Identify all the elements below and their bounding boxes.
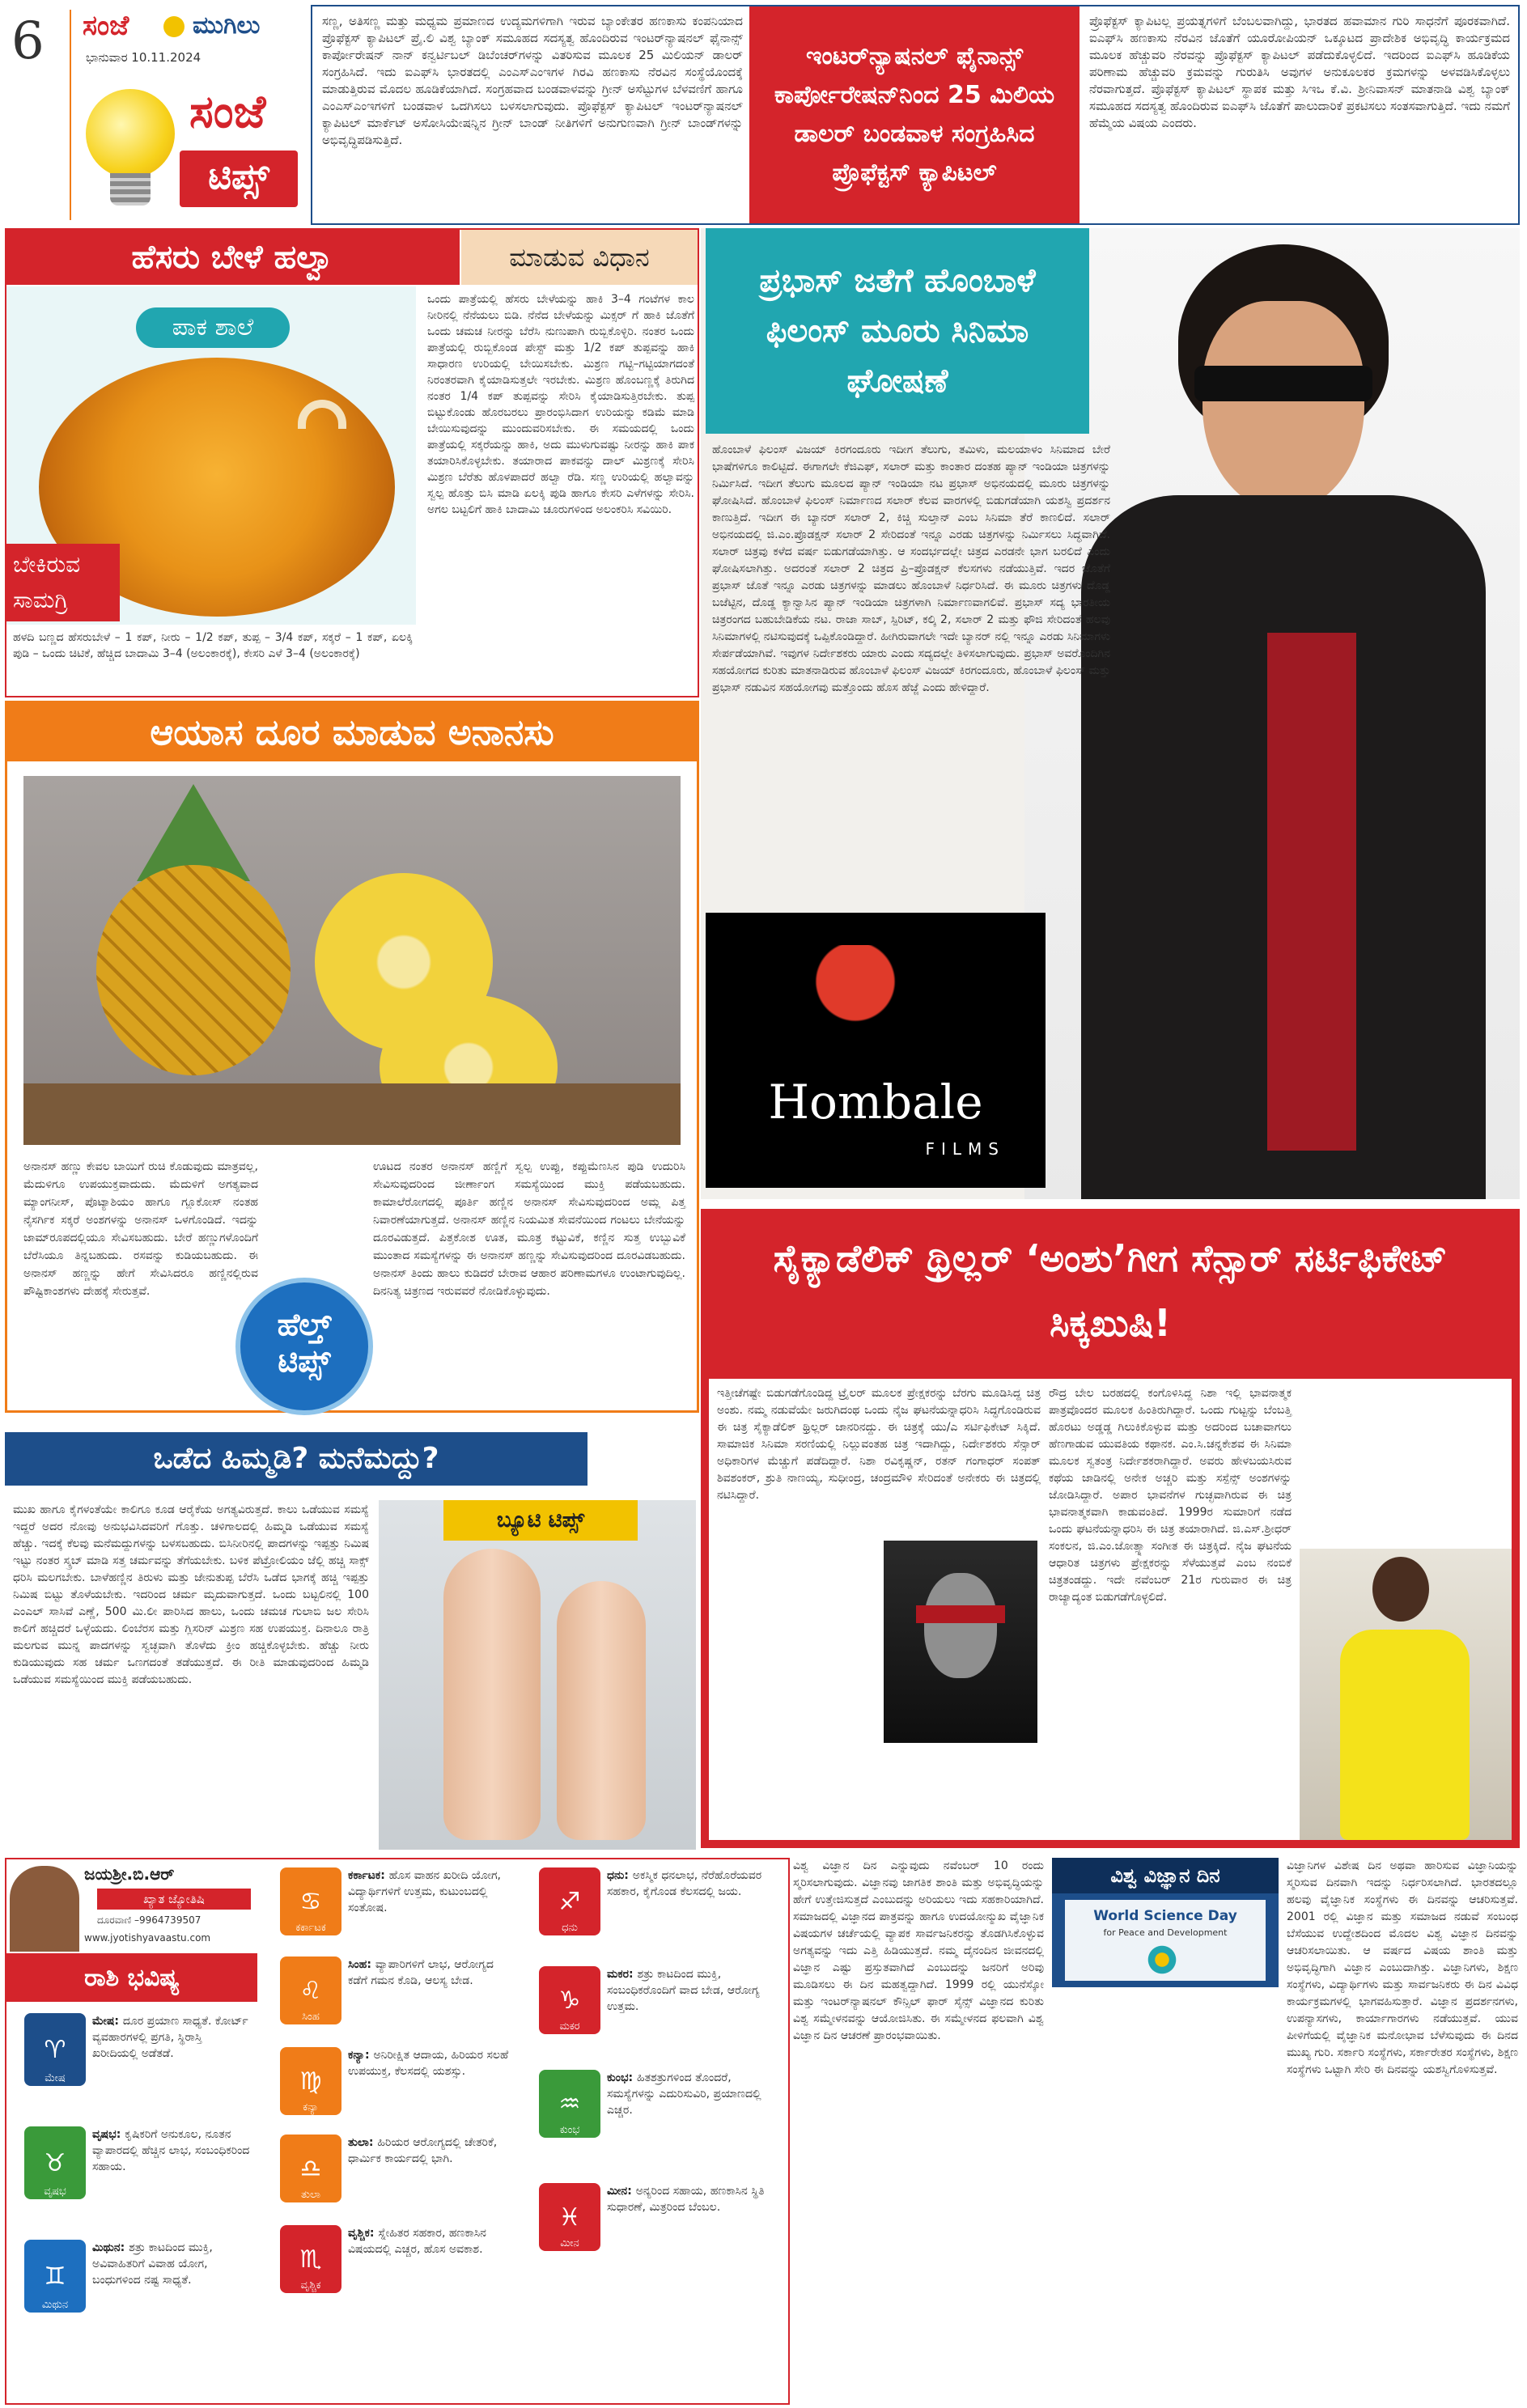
zodiac-prediction-label: ಮಕರ: [607, 1968, 638, 1981]
science-header [1052, 1858, 1279, 1987]
health-tips-badge [235, 1278, 373, 1415]
science-poster [1065, 1900, 1266, 1981]
astrologer-phone: ದೂರವಾಣಿ –9964739507 [97, 1914, 201, 1926]
paper-name-2: ಮುಗಿಲು [193, 11, 261, 40]
zodiac-prediction [348, 2225, 510, 2309]
zodiac-item-2 [11, 2126, 254, 2224]
zodiac-item-9 [532, 1867, 775, 1965]
poster-sub: for Peace and Development [1103, 1927, 1228, 1938]
zodiac-sign-name: ಕುಂಭ [559, 2124, 580, 2136]
section-label-paaka-shaale: ಪಾಕ ಶಾಲೆ [136, 307, 290, 348]
zodiac-item-4 [274, 1867, 513, 1953]
zodiac-sign-name: ವೃಷಭ [44, 2185, 66, 2198]
recipe-section [5, 228, 699, 697]
science-text-2: ವಿಜ್ಞಾನಿಗಳ ವಿಶೇಷ ದಿನ ಅಥವಾ ಹಾರಿಸುವ ವಿಜ್ಞಾನಿಯನ್ನು ಸ್ಮರಿಸುವ ದಿನವಾಗಿ ಇದನ್ನು ನಿರ್ಧರಿಸಲಾಗಿದೆ. ಭಾರತದಲ್ಲೂ ಹಲವು ವೈಜ್ಞಾನಿಕ ಸಂಸ್ಥೆಗಳು ಈ ದಿನವನ್ನು ಆಚರಿಸುತ್ತವೆ. 2001 ರಲ್ಲಿ ವಿಜ್ಞಾನ ಮತ್ತು ಸಮಾಜದ ನಡುವೆ ಸಂಬಂಧ ಬೆಸೆಯುವ ಉದ್ದೇಶದಿಂದ ಮೊದಲ ವಿಶ್ವ ವಿಜ್ಞಾನ ದಿನವನ್ನು ಆಚರಿಸಲಾಯಿತು. ಆ ವರ್ಷದ ವಿಷಯ ಶಾಂತಿ ಮತ್ತು ಅಭಿವೃದ್ಧಿಗಾಗಿ ವಿಜ್ಞಾನ ಎಂಬುದಾಗಿತ್ತು. ವಿಜ್ಞಾನಿಗಳು, ಶಿಕ್ಷಣ ಸಂಸ್ಥೆಗಳು, ವಿದ್ಯಾರ್ಥಿಗಳು ಮತ್ತು ಸಾರ್ವಜನಿಕರು ಈ ದಿನ ವಿವಿಧ ಕಾರ್ಯಕ್ರಮಗಳಲ್ಲಿ ಭಾಗವಹಿಸುತ್ತಾರೆ. ವಿಜ್ಞಾನ ಪ್ರದರ್ಶನಗಳು, ಉಪನ್ಯಾಸಗಳು, ಕಾರ್ಯಾಗಾರಗಳು ನಡೆಯುತ್ತವೆ. ಯುವ ಪೀಳಿಗೆಯಲ್ಲಿ ವೈಜ್ಞಾನಿಕ ಮನೋಭಾವ ಬೆಳೆಸುವುದು ಈ ದಿನದ ಮುಖ್ಯ ಗುರಿ. ಸರ್ಕಾರಿ ಸಂಸ್ಥೆಗಳು, ಸರ್ಕಾರೇತರ ಸಂಸ್ಥೆಗಳು, ಶಿಕ್ಷಣ ಸಂಸ್ಥೆಗಳು ಒಟ್ಟಾಗಿ ಸೇರಿ ಈ ದಿನವನ್ನು ಯಶಸ್ವಿಗೊಳಿಸುತ್ತವೆ. [1287, 1859, 1518, 2076]
pineapple-body [96, 865, 291, 1075]
zodiac-prediction-label: ವೃಷಭ: [92, 2128, 125, 2141]
pineapple-section [5, 701, 699, 1413]
hombale-wordmark: Hombale [768, 1075, 983, 1130]
molecule-icon [1146, 1944, 1178, 1976]
pineapple-text-left: ಅನಾನಸ್ ಹಣ್ಣು ಕೇವಲ ಬಾಯಿಗೆ ರುಚಿ ಕೊಡುವುದು ಮಾತ್ರವಲ್ಲ, ಮೆದುಳಿಗೂ ಉಪಯುಕ್ತವಾದುದು. ಮೆದುಳಿಗೆ ಅಗತ್ಯವಾದ ಮ್ಯಾಂಗನೀಸ್, ಪೊಟ್ಯಾಶಿಯಂ ಹಾಗೂ ಗ್ಲೂಕೋಸ್ ನಂತಹ ನೈಸರ್ಗಿಕ ಸಕ್ಕರೆ ಅಂಶಗಳನ್ನು ಅನಾನಸ್ ಒಳಗೊಂಡಿದೆ. ಇದನ್ನು ಜಾಮ್‌ರೂಪದಲ್ಲಿಯೂ ಸೇವಿಸಬಹುದು. ಬೇರೆ ಹಣ್ಣುಗಳೊಂದಿಗೆ ಬೆರೆಸಿಯೂ ತಿನ್ನಬಹುದು. ರಸವನ್ನು ಕುಡಿಯಬಹುದು. ಈ ಅನಾನಸ್ ಹಣ್ಣನ್ನು ಹೇಗೆ ಸೇವಿಸಿದರೂ ಹಣ್ಣಿನಲ್ಲಿರುವ ಪೌಷ್ಟಿಕಾಂಶಗಳು ದೇಹಕ್ಕೆ ಸೇರುತ್ತವೆ. [23, 1160, 258, 1298]
recipe-ingredients: ಹಳದಿ ಬಣ್ಣದ ಹೆಸರುಬೇಳೆ – 1 ಕಪ್, ನೀರು – 1/2 ಕಪ್, ತುಪ್ಪ – 3/4 ಕಪ್, ಸಕ್ಕರೆ – 1 ಕಪ್, ಏಲಕ್ಕಿ ಪುಡಿ – ಒಂದು ಚಿಟಿಕೆ, ಹೆಚ್ಚಿದ ಬಾದಾಮಿ 3–4 (ಅಲಂಕಾರಕ್ಕೆ), ಕೇಸರಿ ಎಳೆ 3–4 (ಅಲಂಕಾರಕ್ಕೆ) [13, 631, 413, 660]
pineapple-text-right: ಊಟದ ನಂತರ ಅನಾನಸ್ ಹಣ್ಣಿಗೆ ಸ್ವಲ್ಪ ಉಪ್ಪು, ಕಪ್ಪುಮೆಣಸಿನ ಪುಡಿ ಉದುರಿಸಿ ಸೇವಿಸುವುದರಿಂದ ಜೀರ್ಣಾಂಗ ಸಮಸ್ಯೆಯಿಂದ ಮುಕ್ತಿ ಪಡೆಯಬಹುದು. ಕಾಮಾಲೆರೋಗದಲ್ಲಿ ಪೂರ್ತಿ ಹಣ್ಣಿನ ಅನಾನಸ್ ಸೇವಿಸುವುದರಿಂದ ಅಮ್ಲ ಪಿತ್ತ ನಿವಾರಣೆಯಾಗುತ್ತದೆ. ಅನಾನಸ್ ಹಣ್ಣಿನ ನಿಯಮಿತ ಸೇವನೆಯಿಂದ ಗಂಟಲು ಬೇನೆಯನ್ನು ದೂರವಿಡುತ್ತದೆ. ಪಿತ್ತಕೋಶ ಊತ, ಮೂತ್ರ ಕಟ್ಟುವಿಕೆ, ಕಣ್ಣಿನ ಸುತ್ತ ಉಬ್ಬುವಿಕೆ ಮುಂತಾದ ಸಮಸ್ಯೆಗಳನ್ನು ಈ ಅನಾನಸ್ ಹಣ್ಣನ್ನು ಸೇವಿಸುವುದರಿಂದ ದೂರವಿಡಬಹುದು. ಅನಾನಸ್ ತಿಂದು ಹಾಲು ಕುಡಿದರೆ ಬೇರಾವ ಆಹಾರ ಪರಿಣಾಮಗಳೂ ಉಂಟಾಗುವುದಿಲ್ಲ. ದಿನನಿತ್ಯ ಚಿತ್ರಣದ ಇರುವವರೆ ನೋಡಿಕೊಳ್ಳುವುದು. [373, 1160, 685, 1298]
zodiac-prediction-label: ತುಲಾ: [348, 2136, 378, 2149]
page-number: 6 [11, 11, 45, 71]
halwa-photo [6, 286, 416, 625]
zodiac-grid [6, 1859, 791, 2406]
zodiac-prediction [607, 1867, 772, 1963]
science-section [793, 1858, 1520, 2405]
wooden-board [23, 1083, 681, 1145]
recipe-method-label: ಮಾಡುವ ವಿಧಾನ [461, 230, 698, 285]
issue-date: ಭಾನುವಾರ 10.11.2024 [86, 50, 201, 65]
zodiac-item-11 [532, 2070, 775, 2167]
anshu-body [709, 1379, 1512, 1840]
lead-text-left: ಸಣ್ಣ, ಅತಿಸಣ್ಣ ಮತ್ತು ಮಧ್ಯಮ ಪ್ರಮಾಣದ ಉದ್ಯಮಗಳಿಗಾಗಿ ಇರುವ ಬ್ಯಾಂಕೇತರ ಹಣಕಾಸು ಕಂಪನಿಯಾದ ಪ್ರೊಫೆಕ್ಟಸ್ ಕ್ಯಾಪಿಟಲ್ ಪ್ರೈ.ಲಿ ವಿಶ್ವ ಬ್ಯಾಂಕ್ ಸಮೂಹದ ಸದಸ್ಯತ್ವ ಹೊಂದಿರುವ ಇಂಟರ್‌ನ್ಯಾಷನಲ್ ಫೈನಾನ್ಸ್ ಕಾರ್ಪೋರೇಷನ್ ನಾನ್ ಕನ್ವರ್ಟಿಬಲ್ ಡಿಬೆಂಚರ್‌ಗಳನ್ನು ವಿತರಿಸುವ ಮೂಲಕ 25 ಮಿಲಿಯನ್ ಡಾಲರ್ ಸಂಗ್ರಹಿಸಿದೆ. ಇದು ಐಎಫ್‌ಸಿ ಭಾರತದಲ್ಲಿ ಎಂಎಸ್‌ಎಂಇಗಳ ಗಿರವಿ ಹಣಕಾಸು ನೆರವಿನ ಸಂಸ್ಥೆಯೊಂದಕ್ಕೆ ಮಾಡುತ್ತಿರುವ ಮೊದಲ ಹೂಡಿಕೆಯಾಗಿದೆ. ಸಂಗ್ರಹವಾದ ಬಂಡವಾಳವನ್ನು ಗ್ರೀನ್ ಅಸೆಟ್ಟುಗಳ ಬೆಳವಣಿಗೆ ಹಾಗೂ ಎಂಎಸ್‌ಎಂಇಗಳಿಗೆ ಬಂಡವಾಳ ಒದಗಿಸಲು ಬಳಸಲಾಗುವುದು. ಪ್ರೊಫೆಕ್ಟಸ್ ಕ್ಯಾಪಿಟಲ್ ಇಂಟರ್‌ನ್ಯಾಷನಲ್ ಕ್ಯಾಪಿಟಲ್ ಮಾರ್ಕೆಟ್ ಅಸೋಸಿಯೇಷನ್ನಿನ ಗ್ರೀನ್ ಬಾಂಡ್ ನೀತಿಗಳಿಗೆ ಅನುಗುಣವಾಗಿ ಗ್ರೀನ್ ಬಾಂಡ್‌ಗಳನ್ನು ಅಭಿವೃದ್ಧಿಪಡಿಸುತ್ತಿದೆ. [322, 14, 743, 147]
zodiac-item-1 [11, 2013, 254, 2110]
zodiac-item-12 [532, 2183, 775, 2280]
beauty-section [5, 1432, 699, 1853]
beauty-text: ಮುಖ ಹಾಗೂ ಕೈಗಳಂತೆಯೇ ಕಾಲಿಗೂ ಕೂಡ ಆರೈಕೆಯ ಅಗತ್ಯವಿರುತ್ತದೆ. ಕಾಲು ಒಡೆಯುವ ಸಮಸ್ಯೆ ಇದ್ದರೆ ಅದರ ನೋವು ಅನುಭವಿಸಿದವರಿಗೆ ಗೊತ್ತು. ಚಳಿಗಾಲದಲ್ಲಿ ಹಿಮ್ಮಡಿ ಒಡೆಯುವ ಸಮಸ್ಯೆ ಹೆಚ್ಚು. ಇದಕ್ಕೆ ಕೆಲವು ಮನೆಮದ್ದುಗಳನ್ನು ಬಳಸಬಹುದು. ಬಿಸಿನೀರಿನಲ್ಲಿ ಪಾದಗಳನ್ನು ಇಪ್ಪತ್ತು ನಿಮಿಷ ಇಟ್ಟು ನಂತರ ಸ್ಕ್ರಬ್ ಮಾಡಿ ಸತ್ತ ಚರ್ಮವನ್ನು ತೆಗೆಯಬೇಕು. ಬಳಿಕ ಪೆಟ್ರೋಲಿಯಂ ಜೆಲ್ಲಿ ಹಚ್ಚಿ ಸಾಕ್ಸ್ ಧರಿಸಿ ಮಲಗಬೇಕು. ಬಾಳೆಹಣ್ಣಿನ ತಿರುಳು ಮತ್ತು ಜೇನುತುಪ್ಪ ಬೆರೆಸಿ ಒಡೆದ ಭಾಗಕ್ಕೆ ಹಚ್ಚಿ ಇಪ್ಪತ್ತು ನಿಮಿಷ ಬಿಟ್ಟು ತೊಳೆಯಬೇಕು. ಇದರಿಂದ ಚರ್ಮ ಮೃದುವಾಗುತ್ತದೆ. ಒಂದು ಬಟ್ಟಲಿನಲ್ಲಿ 100 ಎಂಎಲ್ ಸಾಸಿವೆ ಎಣ್ಣೆ, 500 ಮಿ.ಲೀ ಪಾರಿಸಿದ ಹಾಲು, ಒಂದು ಚಮಚ ಗುಲಾಬಿ ಜಲ ಸೇರಿಸಿ ಕಾಲಿಗೆ ಹಚ್ಚಿದರೆ ಒಳ್ಳೆಯದು. ಲಿಂಬೆರಸ ಮತ್ತು ಗ್ಲಿಸರಿನ್ ಮಿಶ್ರಣ ಸಹ ಉಪಯುಕ್ತ. ದಿನಾಲೂ ರಾತ್ರಿ ಮಲಗುವ ಮುನ್ನ ಪಾದಗಳನ್ನು ಸ್ವಚ್ಛವಾಗಿ ತೊಳೆದು ಕ್ರೀಂ ಹಚ್ಚಿಕೊಳ್ಳಬೇಕು. ಹೆಚ್ಚು ನೀರು ಕುಡಿಯುವುದು ಸಹ ಚರ್ಮ ಒಣಗದಂತೆ ತಡೆಯುತ್ತದೆ. ಈ ರೀತಿ ಮಾಡುವುದರಿಂದ ಹಿಮ್ಮಡಿ ಒಡೆಯುವ ಸಮಸ್ಯೆಯಿಂದ ಮುಕ್ತಿ ಪಡೆಯಬಹುದು. [13, 1503, 369, 1686]
zodiac-sign-icon: ♋ ಕರ್ಕಾಟಕ [280, 1867, 341, 1935]
zodiac-sign-name: ಮಕರ [559, 2020, 580, 2033]
zodiac-sign-icon: ♎ ತುಲಾ [280, 2135, 341, 2202]
zodiac-sign-icon: ♌ ಸಿಂಹ [280, 1956, 341, 2024]
hombale-logo [706, 913, 1046, 1188]
anshu-text-2: ರೌದ್ರ ಬೇಲ ಬರಹದಲ್ಲಿ ಕಂಗೊಳಿಸಿದ್ದ ನಿಶಾ ಇಲ್ಲಿ ಭಾವನಾತ್ಮಕ ಪಾತ್ರವೊಂದರ ಮೂಲಕ ಹಿಂತಿರುಗಿದ್ದಾರೆ. ಒಂದು ಗುಟ್ಟನ್ನು ಬೆಂಬತ್ತಿ ಹೊರಟು ಅಡ್ಡಡ್ಡ ಗಿಲುಕಿಕೊಳ್ಳುವ ಮತ್ತು ಅದರಿಂದ ಬಚಾವಾಗಲು ಹೆಣಗಾಡುವ ಯುವತಿಯ ಕಥಾನಕ. ಎಂ.ಸಿ.ಚನ್ನಕೇಶವ ಈ ಸಿನಿಮಾ ಮೂಲಕ ಸ್ವತಂತ್ರ ನಿರ್ದೇಶಕರಾಗಿದ್ದಾರೆ. ಅವರು ಹೇಳಬಯಸಿರುವ ಕಥೆಯ ಜಾಡಿನಲ್ಲಿ ಅನೇಕ ಅಚ್ಚರಿ ಮತ್ತು ಸಸ್ಪೆನ್ಸ್ ಅಂಶಗಳನ್ನು ಜೋಡಿಸಿದ್ದಾರೆ. ಅಪಾರ ಭಾವನೆಗಳ ಗುಚ್ಛವಾಗಿರುವ ಈ ಚಿತ್ರ ಭಾವನಾತ್ಮಕವಾಗಿ ಕಾಡುವಂತಿದೆ. 1999ರ ಸುಮಾರಿಗೆ ನಡೆದ ಒಂದು ಘಟನೆಯನ್ನಾಧರಿಸಿ ಈ ಚಿತ್ರ ತಯಾರಾಗಿದೆ. ಜಿ.ಎಸ್.ಶ್ರೀಧರ್ ಸಂಕಲನ, ಜಿ.ಎಂ.ಜೋತ್ಸ್ನಾ ಸಂಗೀತ ಈ ಚಿತ್ರಕ್ಕಿದೆ. ನೈಜ ಘಟನೆಯ ಆಧಾರಿತ ಚಿತ್ರಗಳು ಪ್ರೇಕ್ಷಕರನ್ನು ಸೆಳೆಯುತ್ತವೆ ಎಂಬ ನಂಬಿಕೆ ಚಿತ್ರತಂಡದ್ದು. ಇದೇ ನವೆಂಬರ್ 21ರ ಗುರುವಾರ ಈ ಚಿತ್ರ ರಾಜ್ಯಾದ್ಯಂತ ಬಿಡುಗಡೆಗೊಳ್ಳಲಿದೆ. [1049, 1387, 1292, 1604]
poster-title: World Science Day [1093, 1908, 1237, 1924]
pineapple-title: ಆಯಾಸ ದೂರ ಮಾಡುವ ಅನಾನಸು [7, 703, 697, 761]
astrologer-title: ಖ್ಯಾತ ಜ್ಯೋತಿಷಿ [97, 1889, 251, 1910]
actress-photo [1300, 1549, 1512, 1840]
zodiac-prediction-label: ಕುಂಭ: [607, 2071, 637, 2084]
anshu-text-1: ಇತ್ತೀಚೆಗಷ್ಟೇ ಬಿಡುಗಡೆಗೊಂಡಿದ್ದ ಟ್ರೈಲರ್ ಮೂಲಕ ಪ್ರೇಕ್ಷಕರನ್ನು ಬೆರಗು ಮೂಡಿಸಿದ್ದ ಚಿತ್ರ ಅಂಶು. ನಮ್ಮ ನಡುವೆಯೇ ಜರುಗಿದಂಥ ಒಂದು ನೈಜ ಘಟನೆಯನ್ನಾಧರಿಸಿ ಸಿದ್ಧಗೊಂಡಿರುವ ಈ ಚಿತ್ರ ಸೈಕ್ಯಾಡೆಲಿಕ್ ಥ್ರಿಲ್ಲರ್ ಜಾನರಿನದ್ದು. ಈ ಚಿತ್ರಕ್ಕೆ ಯು/ಎ ಸರ್ಟಿಫಿಕೇಟ್ ಸಿಕ್ಕಿದೆ. ಸಾಮಾಜಿಕ ಸಿನಿಮಾ ಸರಣಿಯಲ್ಲಿ ನಿಲ್ಲುವಂತಹ ಚಿತ್ರ ಇದಾಗಿದ್ದು, ನಿರ್ದೇಶಕರು ಸೆನ್ಸಾರ್ ಅಧಿಕಾರಿಗಳ ಮೆಚ್ಚುಗೆ ಪಡೆದಿದ್ದಾರೆ. ನಿಶಾ ರವಿಕೃಷ್ಣನ್, ರತನ್ ಗಂಗಾಧರ್ ಸಂಪತ್ ಶಿವಶಂಕರ್, ಶ್ರುತಿ ನಾಣಯ್ಯ, ಸುಧೀಂದ್ರ, ಚಂದ್ರಮೌಳಿ ಸೇರಿದಂತೆ ಅನೇಕರು ಈ ಚಿತ್ರದಲ್ಲಿ ನಟಿಸಿದ್ದಾರೆ. [717, 1387, 1041, 1502]
ingredients-label: ಬೇಕಿರುವ ಸಾಮಗ್ರಿ [6, 544, 120, 621]
leg-image-2 [557, 1581, 646, 1840]
tips-word-1: ಸಂಜೆ [189, 86, 266, 138]
science-title: ವಿಶ್ವ ವಿಜ್ಞಾನ ದಿನ [1052, 1858, 1279, 1893]
zodiac-item-7 [274, 2135, 513, 2220]
zodiac-prediction-label: ಧನು: [607, 1869, 633, 1882]
lightbulb-icon [86, 89, 175, 210]
zodiac-prediction [348, 2135, 510, 2219]
zodiac-prediction-text: ಹಿತಶತ್ರುಗಳಿಂದ ತೊಂದರೆ, ಸಮಸ್ಯೆಗಳನ್ನು ಎದುರಿಸುವಿರಿ, ಪ್ರಯಾಣದಲ್ಲಿ ಎಚ್ಚರ. [607, 2071, 761, 2117]
zodiac-prediction-text: ವ್ಯಾಪಾರಿಗಳಿಗೆ ಲಾಭ, ಆರೋಗ್ಯದ ಕಡೆಗೆ ಗಮನ ಕೊಡಿ, ಆಲಸ್ಯ ಬೇಡ. [348, 1958, 494, 1987]
zodiac-item-5 [274, 1956, 513, 2042]
astrologer-website[interactable]: www.jyotishyavaastu.com [84, 1932, 211, 1944]
zodiac-item-8 [274, 2225, 513, 2311]
zodiac-sign-icon: ♉ ವೃಷಭ [24, 2126, 86, 2199]
science-text-1b [1052, 1997, 1279, 2402]
zodiac-sign-name: ಮೇಷ [45, 2072, 66, 2084]
zodiac-item-3 [11, 2240, 254, 2337]
anshu-section [701, 1209, 1520, 1848]
blindfold-photo [884, 1541, 1037, 1743]
zodiac-prediction-text: ಅನ್ಯರಿಂದ ಸಹಾಯ, ಹಣಕಾಸಿನ ಸ್ಥಿತಿ ಸುಧಾರಣೆ, ಮಿತ್ರರಿಂದ ಬೆಂಬಲ. [607, 2185, 765, 2214]
masthead [5, 5, 306, 225]
zodiac-prediction [348, 2047, 510, 2131]
sun-icon [163, 16, 185, 37]
zodiac-prediction-text: ಕೃಷಿಕರಿಗೆ ಅನುಕೂಲ, ನೂತನ ವ್ಯಾಪಾರದಲ್ಲಿ ಹೆಚ್ಚಿನ ಲಾಭ, ಸಂಬಂಧಿಕರಿಂದ ಸಹಾಯ. [92, 2128, 250, 2173]
scarf [1267, 633, 1356, 1151]
zodiac-item-10 [532, 1966, 775, 2063]
recipe-method: ಒಂದು ಪಾತ್ರೆಯಲ್ಲಿ ಹೆಸರು ಬೇಳೆಯನ್ನು ಹಾಕಿ 3–4 ಗಂಟೆಗಳ ಕಾಲ ನೀರಿನಲ್ಲಿ ನೆನೆಯಲು ಬಿಡಿ. ನೆನೆದ ಬೇಳೆಯನ್ನು ಮಿಕ್ಸರ್ ಗೆ ಹಾಕಿ ಜೊತೆಗೆ ಒಂದು ಚಮಚ ನೀರನ್ನು ಬೆರೆಸಿ ನುಣುಪಾಗಿ ರುಬ್ಬಿಕೊಳ್ಳಿರಿ. ನಂತರ ಒಂದು ಪಾತ್ರೆಯಲ್ಲಿ ರುಬ್ಬಿಕೊಂಡ ಪೇಸ್ಟ್ ಮತ್ತು 1/2 ಕಪ್ ತುಪ್ಪವನ್ನು ಹಾಕಿ ಸಾಧಾರಣ ಉರಿಯಲ್ಲಿ ಬೇಯಿಸಬೇಕು. ಮಿಶ್ರಣ ಗಟ್ಟಿ–ಗಟ್ಟಿಯಾಗದಂತೆ ನಿರಂತರವಾಗಿ ಕೈಯಾಡಿಸುತ್ತಲೇ ಇರಬೇಕು. ಮಿಶ್ರಣ ಹೊಂಬಣ್ಣಕ್ಕೆ ತಿರುಗಿದ ನಂತರ 1/4 ಕಪ್ ತುಪ್ಪವನ್ನು ಸೇರಿಸಿ ಕೈಯಾಡಿಸುತ್ತಿರಬೇಕು. ತುಪ್ಪ ಬಿಟ್ಟುಕೊಂಡು ಹೊರಬರಲು ಪ್ರಾರಂಭಿಸಿದಾಗ ಉರಿಯನ್ನು ಕಡಿಮೆ ಮಾಡಿ ಬೇಯಿಸುವುದನ್ನು ಮುಂದುವರಿಸಬೇಕು. ಈ ಸಮಯದಲ್ಲಿ ಒಂದು ಪಾತ್ರೆಯಲ್ಲಿ ಸಕ್ಕರೆಯನ್ನು ಹಾಕಿ, ಅದು ಮುಳುಗುವಷ್ಟು ನೀರನ್ನು ಹಾಕಿ ಪಾಕ ತಯಾರಿಸಿಕೊಳ್ಳಬೇಕು. ತಯಾರಾದ ಪಾಕವನ್ನು ದಾಲ್ ಮಿಶ್ರಣಕ್ಕೆ ಸೇರಿಸಿ ಮಿಶ್ರಣ ಬೆರೆತು ಹೊಳಪಾದರೆ ಹಲ್ವಾ ರೆಡಿ. ಸಣ್ಣ ಉರಿಯಲ್ಲಿ ಹಲ್ವಾವನ್ನು ಸ್ವಲ್ಪ ಹೊತ್ತು ಬಿಸಿ ಮಾಡಿ ಏಲಕ್ಕಿ ಪುಡಿ ಹಾಗೂ ಕೇಸರಿ ಎಳೆಗಳನ್ನು ಸೇರಿಸಿ. ಅಗಲ ಬಟ್ಟಲಿಗೆ ಹಾಕಿ ಬಾದಾಮಿ ಚೂರುಗಳಿಂದ ಅಲಂಕರಿಸಿ ಸವಿಯಿರಿ. [427, 293, 694, 516]
horoscope-title: ರಾಶಿ ಭವಿಷ್ಯ [6, 1953, 257, 2002]
zodiac-prediction-text: ಶತ್ರು ಕಾಟದಿಂದ ಮುಕ್ತಿ, ಅವಿವಾಹಿತರಿಗೆ ವಿವಾಹ ಯೋಗ, ಬಂಧುಗಳಿಂದ ನಷ್ಟ ಸಾಧ್ಯತೆ. [92, 2241, 213, 2287]
lead-story [311, 5, 1520, 225]
horoscope-section [5, 1858, 790, 2405]
zodiac-sign-name: ತುಲಾ [300, 2189, 321, 2201]
zodiac-sign-icon: ♐ ಧನು [539, 1867, 600, 1935]
zodiac-prediction-label: ಮೀನ: [607, 2185, 636, 2198]
masthead-divider [70, 10, 71, 220]
actress-head [1372, 1557, 1429, 1622]
zodiac-prediction-label: ಮಿಥುನ: [92, 2241, 129, 2254]
zodiac-prediction [92, 2240, 251, 2335]
prabhas-section [701, 228, 1520, 1199]
anshu-headline: ಸೈಕ್ಯಾಡೆಲಿಕ್ ಥ್ರಿಲ್ಲರ್ ‘ಅಂಶು’ಗೀಗ ಸೆನ್ಸಾರ್ ಸರ್ಟಿಫಿಕೇಟ್ ಸಿಕ್ಕಖುಷಿ! [773, 1236, 1448, 1345]
paper-name-1: ಸಂಜೆ [83, 10, 129, 42]
health-tips-badge-2: ಟಿಪ್ಸ್ [278, 1343, 331, 1379]
hombale-wordmark-sub: FILMS [925, 1139, 1005, 1159]
pineapple-photo [23, 776, 681, 1145]
face [1203, 301, 1364, 511]
zodiac-prediction-label: ವೃಶ್ಚಿಕ: [348, 2227, 379, 2240]
zodiac-sign-name: ಮೀನ [560, 2237, 579, 2249]
zodiac-sign-icon: ♏ ವೃಶ್ಚಿಕ [280, 2225, 341, 2293]
zodiac-prediction [92, 2126, 251, 2222]
sunglasses-icon [1194, 366, 1372, 401]
recipe-title: ಹೆಸರು ಬೇಳೆ ಹಲ್ವಾ [6, 230, 460, 285]
blindfold [916, 1605, 1005, 1623]
zodiac-prediction-label: ಸಿಂಹ: [348, 1958, 375, 1971]
zodiac-prediction-label: ಕರ್ಕಾಟಕ: [348, 1869, 389, 1882]
zodiac-prediction [92, 2013, 251, 2109]
zodiac-prediction-label: ಕನ್ಯಾ: [348, 2049, 374, 2062]
yellow-dress [1340, 1630, 1470, 1840]
zodiac-prediction-text: ದೂರ ಪ್ರಯಾಣ ಸಾಧ್ಯತೆ. ಕೋರ್ಟ್ ವ್ಯವಹಾರಗಳಲ್ಲಿ ಪ್ರಗತಿ, ಸ್ಥಿರಾಸ್ತಿ ಖರೀದಿಯಲ್ಲಿ ಅಡೆತಡೆ. [92, 2015, 248, 2060]
zodiac-prediction-text: ಅಕಸ್ಮಿಕ ಧನಲಾಭ, ನೆರೆಹೊರೆಯವರ ಸಹಕಾರ, ಕೈಗೊಂಡ ಕೆಲಸದಲ್ಲಿ ಜಯ. [607, 1869, 762, 1898]
zodiac-sign-icon: ♒ ಕುಂಭ [539, 2070, 600, 2138]
zodiac-sign-name: ಮಿಥುನ [41, 2299, 69, 2311]
zodiac-sign-icon: ♈ ಮೇಷ [24, 2013, 86, 2086]
zodiac-prediction [607, 2183, 772, 2279]
zodiac-sign-icon: ♍ ಕನ್ಯಾ [280, 2047, 341, 2115]
pineapple-text-left-cont [23, 1279, 231, 1409]
zodiac-prediction-text: ಶತ್ರು ಕಾಟದಿಂದ ಮುಕ್ತಿ, ಸಂಬಂಧಿಕರೊಂದಿಗೆ ವಾದ ಬೇಡ, ಆರೋಗ್ಯ ಉತ್ತಮ. [607, 1968, 760, 2013]
zodiac-prediction [607, 2070, 772, 2165]
zodiac-sign-name: ಕನ್ಯಾ [303, 2101, 319, 2113]
feet-photo [379, 1500, 696, 1850]
zodiac-prediction-text: ಸ್ನೇಹಿತರ ಸಹಕಾರ, ಹಣಕಾಸಿನ ವಿಷಯದಲ್ಲಿ ಎಚ್ಚರ, ಹೊಸ ಅವಕಾಶ. [348, 2227, 486, 2256]
zodiac-sign-name: ವೃಶ್ಚಿಕ [300, 2279, 321, 2291]
zodiac-prediction [348, 1867, 510, 1952]
prabhas-headline: ಪ್ರಭಾಸ್ ಜತೆಗೆ ಹೊಂಬಾಳೆ ಫಿಲಂಸ್ ಮೂರು ಸಿನಿಮಾ ಘೋಷಣೆ [706, 228, 1089, 434]
face-silhouette [924, 1573, 997, 1678]
zodiac-sign-icon: ♊ ಮಿಥುನ [24, 2240, 86, 2313]
beauty-tag: ಬ್ಯೂಟಿ ಟಿಪ್ಸ್ [443, 1500, 638, 1541]
zodiac-sign-name: ಧನು [562, 1922, 578, 1934]
lead-headline: ಇಂಟರ್‌ನ್ಯಾಷನಲ್ ಫೈನಾನ್ಸ್ ಕಾರ್ಪೋರೇಷನ್‌ನಿಂದ 25 ಮಿಲಿಯ ಡಾಲರ್ ಬಂಡವಾಳ ಸಂಗ್ರಹಿಸಿದ ಪ್ರೊಫೆಕ್ಟಸ್ ಕ್ಯಾಪಿಟಲ್ [749, 6, 1080, 223]
zodiac-sign-name: ಸಿಂಹ [302, 2011, 320, 2023]
prabhas-text: ಹೊಂಬಾಳೆ ಫಿಲಂಸ್ ವಿಜಯ್ ಕಿರಗಂದೂರು ಇದೀಗ ತೆಲುಗು, ತಮಿಳು, ಮಲಯಾಳಂ ಸಿನಿಮಾದ ಬೇರೆ ಭಾಷೆಗಳಿಗೂ ಕಾಲಿಟ್ಟಿದೆ. ಈಗಾಗಲೇ ಕೆಜಿಎಫ್, ಸಲಾರ್ ಮತ್ತು ಕಾಂತಾರ ದಂತಹ ಪ್ಯಾನ್ ಇಂಡಿಯಾ ಚಿತ್ರಗಳನ್ನು ನಿರ್ಮಿಸಿದೆ. ಇದೀಗ ತೆಲುಗು ಮೂಲದ ಪ್ಯಾನ್ ಇಂಡಿಯಾ ನಟ ಪ್ರಭಾಸ್ ಅಭಿನಯದಲ್ಲಿ ಮೂರು ಚಿತ್ರಗಳನ್ನು ಘೋಷಿಸಿದೆ. ಹೊಂಬಾಳೆ ಫಿಲಂಸ್ ನಿರ್ಮಾಣದ ಸಲಾರ್ ಕೆಲವ ವಾರಗಳಲ್ಲಿ ಬಿಡುಗಡೆಯಾಗಿ ಯಶಸ್ವಿ ಪ್ರದರ್ಶನ ಕಾಣುತ್ತಿದೆ. ಇದೀಗ ಈ ಬ್ಯಾನರ್ ಸಲಾರ್ 2, ಕಿಚ್ಚಿ ಸುಲ್ತಾನ್ ಎಂಬ ಸಿನಿಮಾ ತೆರೆ ಕಾಣಲಿದೆ. ಸಲಾರ್ ಅಭಿನಯದಲ್ಲಿ ಜಿ.ಎಂ.ಪ್ರೊಡಕ್ಷನ್ ಸಲಾರ್ 2 ಸೇರಿದಂತೆ ಇನ್ನೂ ಎರಡು ಚಿತ್ರಗಳನ್ನು ನಿರ್ಮಿಸಲು ಸಿದ್ಧವಾಗಿದೆ. ಸಲಾರ್ ಚಿತ್ರವು ಕಳೆದ ವರ್ಷ ಬಿಡುಗಡೆಯಾಗಿತ್ತು. ಆ ಸಂದರ್ಭದಲ್ಲೇ ಚಿತ್ರದ ಎರಡನೇ ಭಾಗ ಬರಲಿದೆ ಎಂದು ಘೋಷಿಸಲಾಗಿತ್ತು. ಅದರಂತೆ ಸಲಾರ್ 2 ಚಿತ್ರದ ಪ್ರಿ–ಪ್ರೊಡಕ್ಷನ್ ಕೆಲಸಗಳು ನಡೆಯುತ್ತಿವೆ. ಇದರ ಜೊತೆಗೆ ಪ್ರಭಾಸ್ ಜೊತೆ ಇನ್ನೂ ಎರಡು ಚಿತ್ರಗಳನ್ನು ಮಾಡಲು ಹೊಂಬಾಳೆ ನಿರ್ಧರಿಸಿದೆ. ಈ ಮೂರು ಚಿತ್ರಗಳು ದೊಡ್ಡ ಬಜೆಟ್ಟಿನ, ದೊಡ್ಡ ಕ್ಯಾನ್ವಾಸಿನ ಪ್ಯಾನ್ ಇಂಡಿಯಾ ಚಿತ್ರಗಳಾಗಿ ನಿರ್ಮಾಣವಾಗಲಿವೆ. ಪ್ರಭಾಸ್ ಸದ್ಯ ಭಾರತೀಯ ಚಿತ್ರರಂಗದ ಬಹುಬೇಡಿಕೆಯ ನಟ. ರಾಜಾ ಸಾಬ್, ಸ್ಪಿರಿಟ್, ಕಲ್ಕಿ 2, ಸಲಾರ್ 2 ಮತ್ತು ಫೌಜಿ ಸೇರಿದಂತೆ ಹಲವು ಸಿನಿಮಾಗಳಲ್ಲಿ ನಟಿಸುವುದಕ್ಕೆ ಒಪ್ಪಿಕೊಂಡಿದ್ದಾರೆ. ಹೀಗಿರುವಾಗಲೇ ಇದೇ ಬ್ಯಾನರ್ ನಲ್ಲಿ ಇನ್ನೂ ಎರಡು ಸಿನಿಮಾಗಳು ಸೇರ್ಪಡೆಯಾಗಿವೆ. ಇವುಗಳ ನಿರ್ದೇಶಕರು ಯಾರು ಎಂದು ಸದ್ಯದಲ್ಲೇ ತಿಳಿಸಲಾಗುವುದು. ಪ್ರಭಾಸ್ ಅವರೊಂದಿಗಿನ ಸಹಯೋಗದ ಕುರಿತು ಮಾತನಾಡಿರುವ ಹೊಂಬಾಳೆ ಫಿಲಂಸ್ ವಿಜಯ್ ಕಿರಗಂದೂರು, ಹೊಂಬಾಳೆ ಫಿಲಂಸ್ ಮತ್ತು ಪ್ರಭಾಸ್ ನಡುವಿನ ಸಹಯೋಗವು ಮತ್ತೊಂದು ಹೊಸ ಹೆಜ್ಜೆ ಎಂದು ಹೇಳಿದ್ದಾರೆ. [712, 443, 1110, 694]
zodiac-prediction-text: ಹೊಸ ವಾಹನ ಖರೀದಿ ಯೋಗ, ವಿದ್ಯಾರ್ಥಿಗಳಿಗೆ ಉತ್ತಮ, ಕುಟುಂಬದಲ್ಲಿ ಸಂತೋಷ. [348, 1869, 502, 1914]
zodiac-sign-icon: ♓ ಮೀನ [539, 2183, 600, 2251]
zodiac-prediction-text: ಅನಿರೀಕ್ಷಿತ ಆದಾಯ, ಹಿರಿಯರ ಸಲಹೆ ಉಪಯುಕ್ತ, ಕೆಲಸದಲ್ಲಿ ಯಶಸ್ಸು. [348, 2049, 509, 2078]
tips-word-2: ಟಿಪ್ಸ್ [180, 150, 298, 207]
leg-image [443, 1549, 541, 1840]
science-text-1: ವಿಶ್ವ ವಿಜ್ಞಾನ ದಿನ ಎನ್ನುವುದು ನವೆಂಬರ್ 10 ರಂದು ಸ್ಮರಿಸಲಾಗುವುದು. ವಿಜ್ಞಾನವು ಜಾಗತಿಕ ಶಾಂತಿ ಮತ್ತು ಅಭಿವೃದ್ಧಿಯನ್ನು ಹೇಗೆ ಉತ್ತೇಜಿಸುತ್ತದೆ ಎಂಬುದನ್ನು ಅರಿಯಲು ಇದು ಸಹಕಾರಿಯಾಗಿದೆ. ಸಮಾಜದಲ್ಲಿ ವಿಜ್ಞಾನದ ಪಾತ್ರವನ್ನು ಹಾಗೂ ಉದಯೋನ್ಮುಖ ವೈಜ್ಞಾನಿಕ ವಿಷಯಗಳ ಚರ್ಚೆಯಲ್ಲಿ ವ್ಯಾಪಕ ಸಾರ್ವಜನಿಕರನ್ನು ತೊಡಗಿಸಿಕೊಳ್ಳುವ ಅಗತ್ಯವನ್ನು ಇದು ಎತ್ತಿ ಹಿಡಿಯುತ್ತದೆ. ನಮ್ಮ ದೈನಂದಿನ ಜೀವನದಲ್ಲಿ ವಿಜ್ಞಾನ ಎಷ್ಟು ಪ್ರಸ್ತುತವಾಗಿದೆ ಎಂಬುದನ್ನು ಜನರಿಗೆ ಅರಿವು ಮೂಡಿಸಲು ಈ ದಿನ ಮಹತ್ವದ್ದಾಗಿದೆ. 1999 ರಲ್ಲಿ ಯುನೆಸ್ಕೋ ಮತ್ತು ಇಂಟರ್‌ನ್ಯಾಷನಲ್ ಕೌನ್ಸಿಲ್ ಫಾರ್ ಸೈನ್ಸ್ ವಿಜ್ಞಾನದ ಕುರಿತು ವಿಶ್ವ ಸಮ್ಮೇಳನವನ್ನು ಆಯೋಜಿಸಿತು. ಈ ಸಮ್ಮೇಳನದ ಫಲವಾಗಿ ವಿಶ್ವ ವಿಜ್ಞಾನ ದಿನ ಆಚರಣೆ ಪ್ರಾರಂಭವಾಯಿತು. [793, 1859, 1044, 2042]
beauty-title: ಒಡೆದ ಹಿಮ್ಮಡಿ? ಮನೆಮದ್ದು? [5, 1432, 587, 1486]
tree-icon [811, 945, 900, 1066]
lead-text-right: ಪ್ರೊಫೆಕ್ಟಸ್ ಕ್ಯಾಪಿಟಲ್ಲ ಪ್ರಯತ್ನಗಳಿಗೆ ಬೆಂಬಲವಾಗಿದ್ದು, ಭಾರತದ ಹವಾಮಾನ ಗುರಿ ಸಾಧನೆಗೆ ಪೂರಕವಾಗಿದೆ. ಐಎಫ್‌ಸಿ ಹಣಕಾಸು ನೆರವಿನ ಜೊತೆಗೆ ಯೂರೋಪಿಯನ್ ಒಕ್ಕೂಟದ ಪ್ರಾದೇಶಿಕ ಅಭಿವೃದ್ಧಿ ಕಾರ್ಯಕ್ರಮದ ಮೂಲಕ ಹೆಚ್ಚುವರಿ ನೆರವನ್ನು ಪ್ರೊಫೆಕ್ಟಸ್ ಕ್ಯಾಪಿಟಲ್ ಪಡೆದುಕೊಳ್ಳಲಿದೆ. ಇದರಿಂದ ಐಎಫ್‌ಸಿ ಹೂಡಿಕೆಯ ಪರಿಣಾಮ ಹೆಚ್ಚುವರಿ ಕ್ರಮವನ್ನು ಗುರುತಿಸಿ ಅವುಗಳ ಅನುಕೂಲಕರ ಕ್ರಮಗಳನ್ನು ಅಳವಡಿಸಿಕೊಳ್ಳಲು ನೆರವಾಗುತ್ತದೆ. ಪ್ರೊಫೆಕ್ಟಸ್ ಕ್ಯಾಪಿಟಲ್ ಸ್ಥಾಪಕ ಮತ್ತು ಸಿಇಒ ಕೆ.ವಿ. ಶ್ರೀನಿವಾಸನ್ ಮಾತನಾಡಿ ವಿಶ್ವ ಬ್ಯಾಂಕ್ ಸಮೂಹದ ಸದಸ್ಯತ್ವ ಹೊಂದಿರುವ ಐಎಫ್‌ಸಿ ಜೊತೆಗೆ ಪಾಲುದಾರಿಕೆ ಪ್ರಕಟಿಸಲು ಸಂತಸವಾಗುತ್ತಿದೆ. ಇದು ನಮಗೆ ಹೆಮ್ಮೆಯ ವಿಷಯ ಎಂದರು. [1089, 14, 1510, 130]
zodiac-prediction-text: ಹಿರಿಯರ ಆರೋಗ್ಯದಲ್ಲಿ ಚೇತರಿಕೆ, ಧಾರ್ಮಿಕ ಕಾರ್ಯದಲ್ಲಿ ಭಾಗಿ. [348, 2136, 498, 2165]
zodiac-item-6 [274, 2047, 513, 2133]
zodiac-sign-icon: ♑ ಮಕರ [539, 1966, 600, 2034]
health-tips-badge-1: ಹೆಲ್ತ್ [277, 1307, 332, 1342]
zodiac-prediction [607, 1966, 772, 2062]
zodiac-sign-name: ಕರ್ಕಾಟಕ [295, 1922, 326, 1934]
zodiac-prediction-label: ಮೇಷ: [92, 2015, 123, 2028]
zodiac-prediction [348, 1956, 510, 2041]
astrologer-name: ಜಯಶ್ರೀ.ಬಿ.ಆರ್ [84, 1864, 175, 1884]
